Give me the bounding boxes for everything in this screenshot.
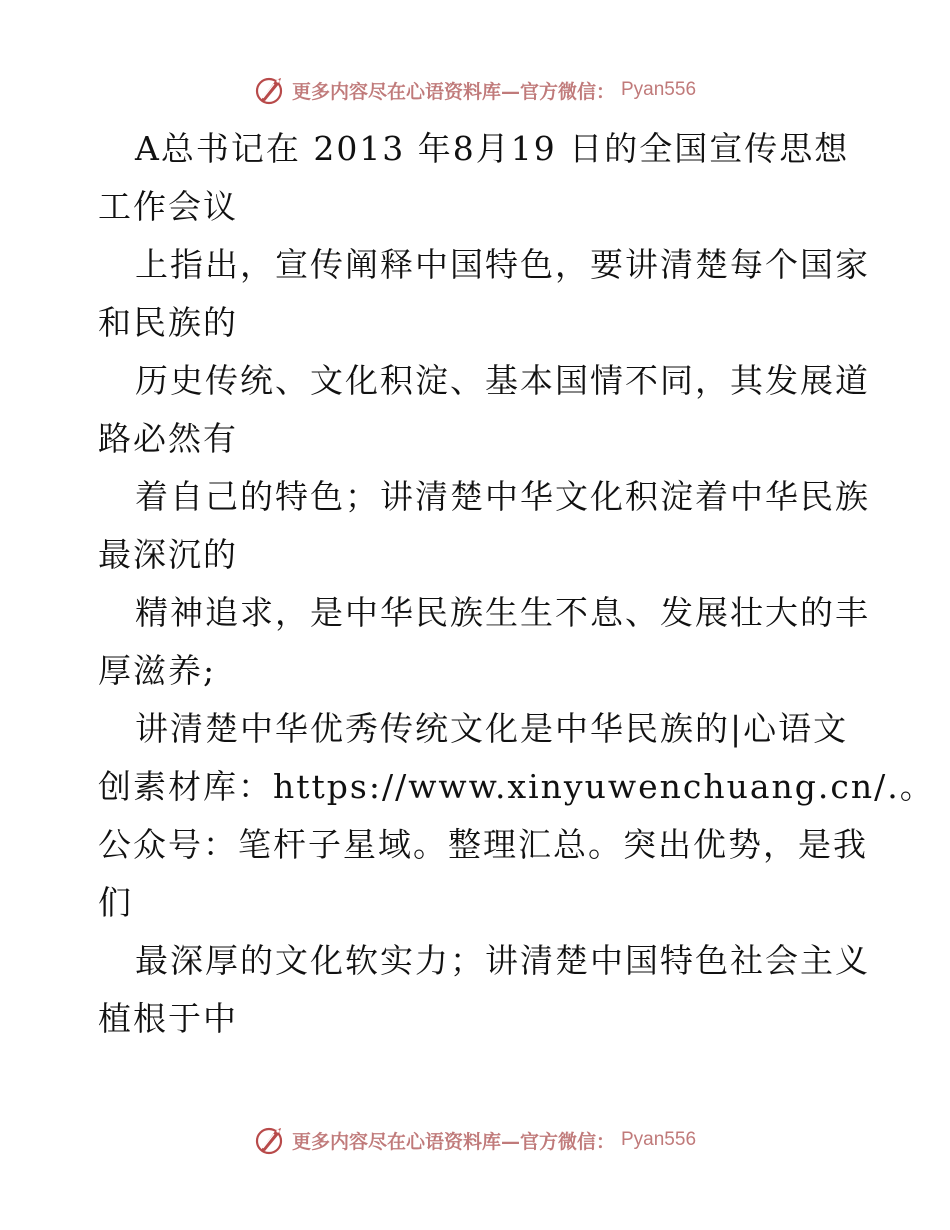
text-line: 上指出，宣传阐释中国特色，要讲清楚每个国家 [135,245,870,284]
footer-banner [0,1120,950,1160]
text-line: 最深沉的 [98,535,238,574]
text-line: 最深厚的文化软实力；讲清楚中国特色社会主义 [135,941,870,980]
text-line: 和民族的 [98,303,238,342]
text-line: 路必然有 [98,419,238,458]
banner-text: 更多内容尽在心语资料库—官方微信： [291,1130,615,1153]
text-line: 着自己的特色；讲清楚中华文化积淀着中华民族 [135,477,870,516]
text-line: 公众号：笔杆子星域。整理汇总。突出优势，是我 [98,825,868,864]
text-line: 创素材库：https://www.xinyuwenchuang.cn/.。 [98,767,935,806]
text-line: 讲清楚中华优秀传统文化是中华民族的|心语文 [135,709,849,748]
text-line: 工作会议 [98,187,238,226]
text-line: A总书记在 2013 年8月19 日的全国宣传思想 [135,129,850,168]
document-body [98,120,935,1048]
text-line: 们 [98,883,133,922]
text-line: 植根于中 [98,999,238,1038]
text-line: 历史传统、文化积淀、基本国情不同，其发展道 [135,361,870,400]
banner-wechat-id: Pyan556 [621,1129,697,1150]
quill-pen-logo-icon [254,1124,286,1156]
banner-wechat-id: Pyan556 [621,79,697,100]
text-line: 厚滋养; [98,651,217,690]
header-banner [0,70,950,110]
text-line: 精神追求，是中华民族生生不息、发展壮大的丰 [135,593,870,632]
quill-pen-logo-icon [254,74,286,106]
banner-text: 更多内容尽在心语资料库—官方微信： [291,80,615,103]
